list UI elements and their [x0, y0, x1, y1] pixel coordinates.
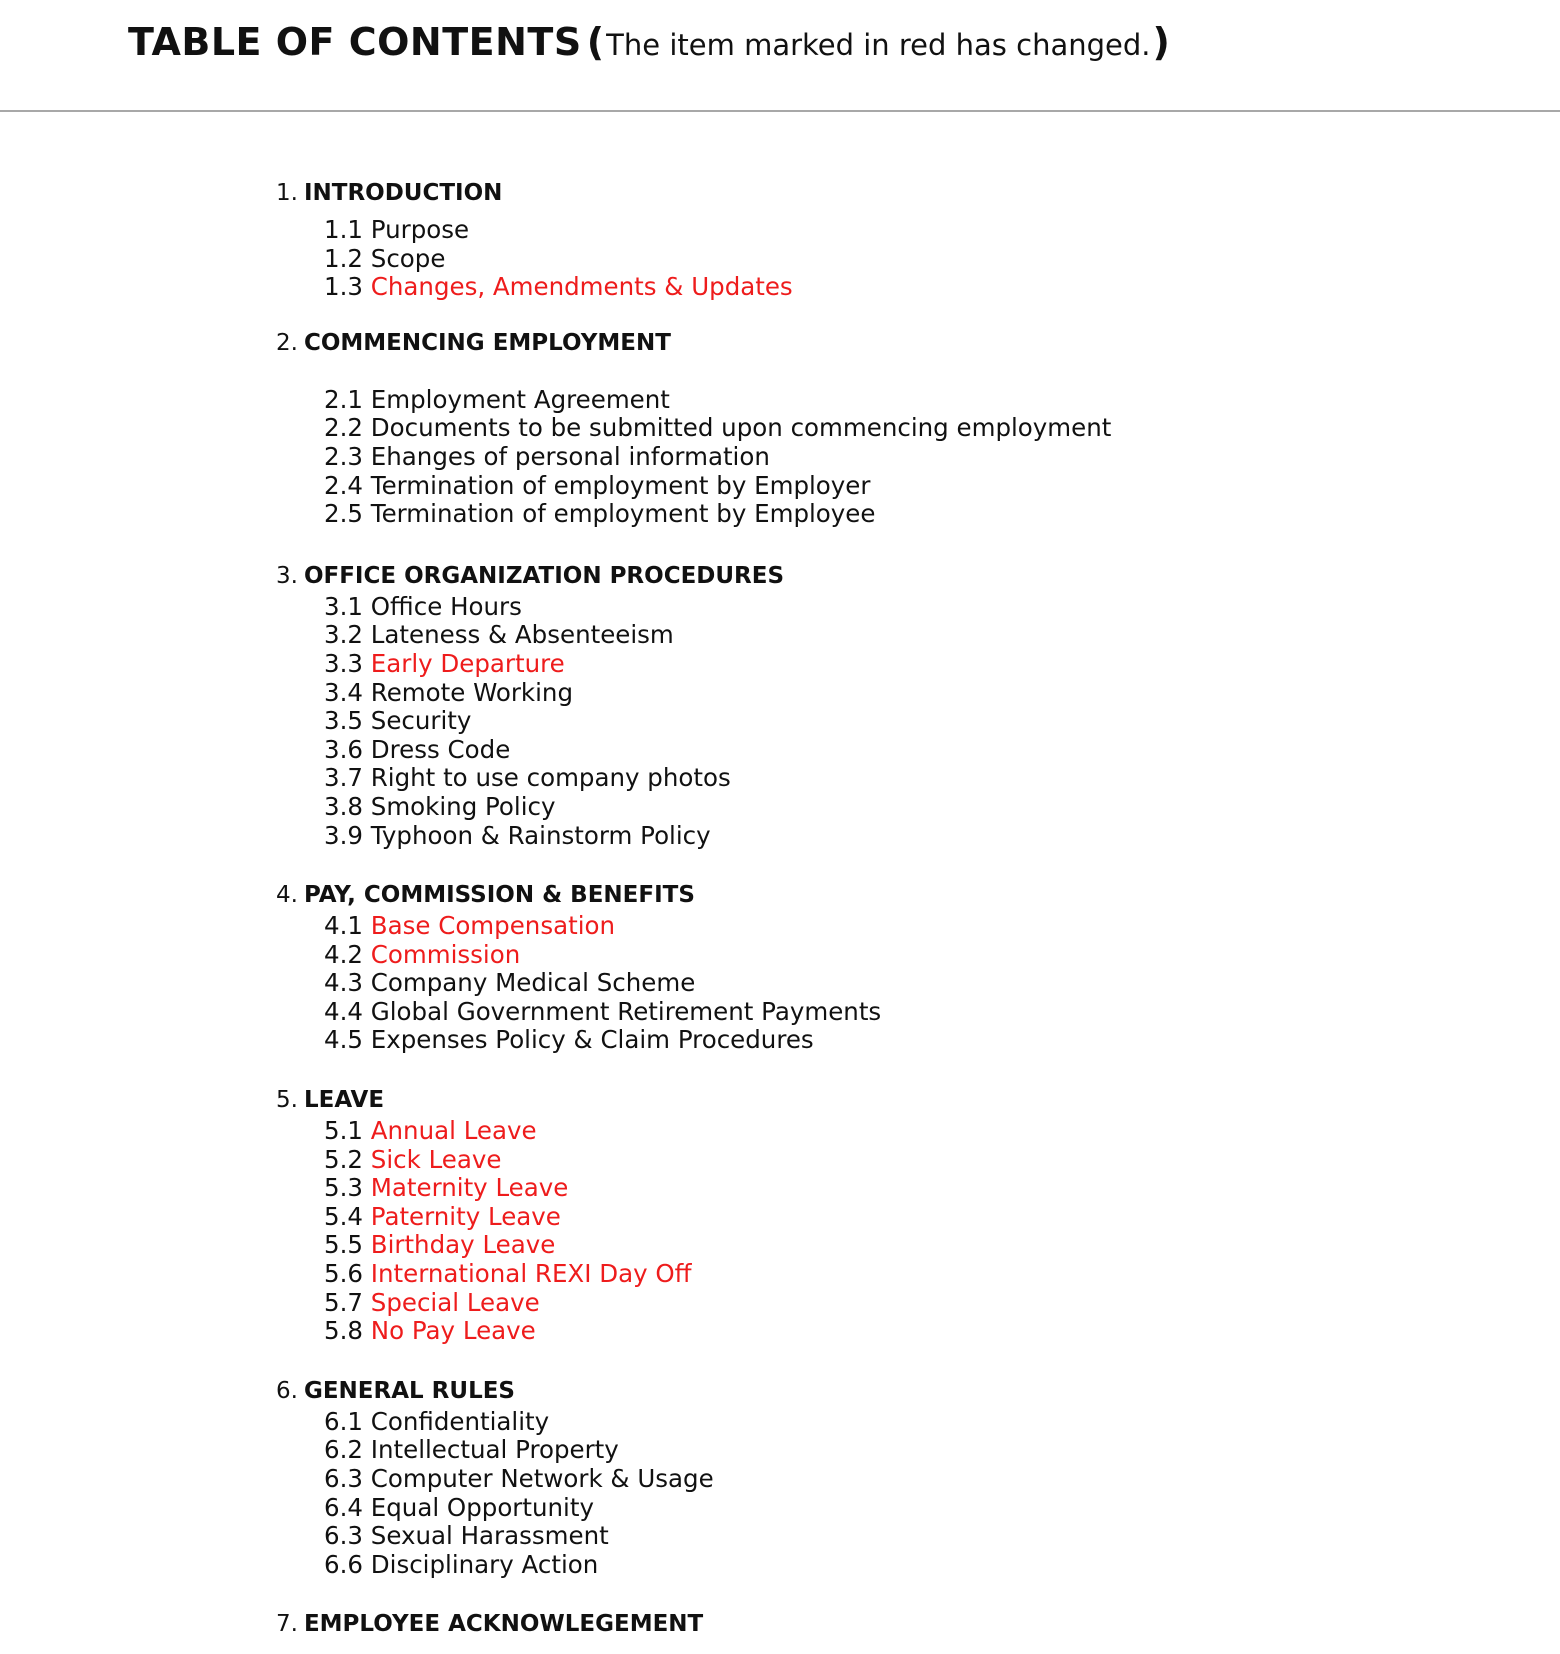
section-title: EMPLOYEE ACKNOWLEGEMENT — [303, 1611, 704, 1638]
note-open-paren: ( — [586, 20, 605, 64]
toc-item[interactable] — [324, 1117, 1476, 1146]
item-label: Sexual Harassment — [370, 1521, 609, 1551]
toc-item[interactable] — [324, 273, 1476, 302]
toc-item[interactable] — [324, 912, 1476, 941]
item-label: Ehanges of personal information — [370, 441, 770, 471]
item-number: 6.6 — [324, 1549, 363, 1579]
toc-item[interactable] — [324, 216, 1476, 245]
toc-heading: TABLE OF CONTENTS — [128, 20, 582, 64]
section-items — [324, 593, 1476, 850]
section-number: 2. — [276, 329, 298, 356]
toc-item[interactable] — [324, 1522, 1476, 1551]
toc-item[interactable] — [324, 386, 1476, 415]
item-label: Confidentiality — [370, 1406, 550, 1436]
item-number: 6.3 — [324, 1521, 363, 1551]
item-number: 3.7 — [324, 763, 363, 793]
toc-item[interactable] — [324, 472, 1476, 501]
item-number: 4.3 — [324, 968, 363, 998]
section-title: PAY, COMMISSION & BENEFITS — [303, 882, 695, 909]
item-number: 5.8 — [324, 1316, 363, 1346]
item-number: 2.4 — [324, 470, 363, 500]
toc-item[interactable] — [324, 941, 1476, 970]
section-number: 1. — [276, 180, 298, 206]
item-number: 6.3 — [324, 1464, 363, 1493]
toc-item[interactable] — [324, 1289, 1476, 1318]
section-heading[interactable] — [276, 1374, 1476, 1408]
item-label-changed: Maternity Leave — [370, 1173, 569, 1203]
item-label: Scope — [370, 243, 446, 273]
note-close-paren: ) — [1152, 20, 1170, 64]
toc-item[interactable] — [324, 1260, 1476, 1289]
item-label: Right to use company photos — [370, 763, 731, 793]
toc-item[interactable] — [324, 822, 1476, 851]
change-note: The item marked in red has changed. — [606, 28, 1151, 62]
toc-section — [276, 326, 1476, 529]
section-heading[interactable] — [276, 878, 1476, 912]
toc-section — [276, 559, 1476, 850]
toc-section — [276, 176, 1476, 302]
section-title: GENERAL RULES — [303, 1377, 515, 1404]
toc-item[interactable] — [324, 245, 1476, 274]
item-number: 3.9 — [324, 820, 363, 850]
item-label: Employment Agreement — [370, 384, 670, 414]
toc-item[interactable] — [324, 650, 1476, 679]
page-title — [128, 14, 1170, 78]
toc-item[interactable] — [324, 1317, 1476, 1346]
item-label: Equal Opportunity — [370, 1492, 594, 1522]
item-label: Smoking Policy — [370, 791, 556, 821]
item-label-changed: Special Leave — [370, 1287, 540, 1317]
section-items — [324, 216, 1476, 302]
item-number: 6.4 — [324, 1492, 363, 1522]
section-heading[interactable] — [276, 1083, 1476, 1117]
section-heading[interactable] — [276, 326, 1476, 360]
item-label: Typhoon & Rainstorm Policy — [370, 820, 711, 850]
item-label: Company Medical Scheme — [370, 968, 696, 998]
item-label-changed: Birthday Leave — [370, 1230, 556, 1260]
item-number: 3.2 — [324, 620, 363, 650]
item-number: 6.1 — [324, 1406, 363, 1436]
section-title: LEAVE — [303, 1087, 385, 1114]
item-number: 1.1 — [324, 215, 363, 244]
section-items — [324, 386, 1476, 529]
item-number: 3.8 — [324, 791, 363, 821]
item-number: 5.7 — [324, 1287, 363, 1317]
toc-item[interactable] — [324, 736, 1476, 765]
toc-item[interactable] — [324, 1146, 1476, 1175]
section-heading[interactable] — [276, 176, 1476, 210]
item-number: 3.5 — [324, 706, 363, 736]
item-label-changed: Annual Leave — [370, 1116, 537, 1146]
toc-item[interactable] — [324, 1231, 1476, 1260]
item-label: Security — [370, 706, 472, 736]
item-label: Global Government Retirement Payments — [370, 996, 882, 1026]
toc-item[interactable] — [324, 443, 1476, 472]
item-number: 4.2 — [324, 939, 363, 969]
toc-item[interactable] — [324, 1465, 1476, 1494]
section-items — [324, 1117, 1476, 1346]
item-number: 2.5 — [324, 499, 363, 529]
item-number: 5.3 — [324, 1173, 363, 1203]
item-label: Disciplinary Action — [370, 1549, 599, 1579]
section-heading[interactable] — [276, 559, 1476, 593]
item-number: 2.1 — [324, 384, 363, 414]
toc-section — [276, 1374, 1476, 1580]
toc-item[interactable] — [324, 593, 1476, 622]
toc-item[interactable] — [324, 707, 1476, 736]
section-number: 5. — [276, 1087, 298, 1114]
item-number: 3.1 — [324, 591, 363, 621]
toc-item[interactable] — [324, 969, 1476, 998]
toc-item[interactable] — [324, 1174, 1476, 1203]
document-header — [0, 0, 1560, 112]
item-label: Intellectual Property — [370, 1435, 619, 1465]
item-label-changed: Changes, Amendments & Updates — [370, 272, 793, 302]
item-label: Office Hours — [370, 591, 522, 621]
item-number: 5.4 — [324, 1201, 363, 1231]
item-label-changed: Paternity Leave — [370, 1201, 561, 1231]
toc-section — [276, 1607, 1476, 1641]
item-label: Dress Code — [370, 734, 511, 764]
item-number: 5.2 — [324, 1144, 363, 1174]
item-number: 4.4 — [324, 996, 363, 1026]
toc-item[interactable] — [324, 998, 1476, 1027]
toc-item[interactable] — [324, 679, 1476, 708]
item-number: 4.5 — [324, 1025, 363, 1055]
section-number: 3. — [276, 562, 298, 589]
toc-section — [276, 1083, 1476, 1346]
toc-item[interactable] — [324, 621, 1476, 650]
item-label: Purpose — [370, 215, 470, 244]
item-number: 6.2 — [324, 1435, 363, 1465]
item-number: 1.2 — [324, 243, 363, 273]
item-label-changed: Base Compensation — [370, 911, 616, 941]
item-label: Remote Working — [370, 677, 574, 707]
item-label-changed: Early Departure — [370, 648, 565, 678]
section-number: 4. — [276, 882, 298, 909]
item-label-changed: Sick Leave — [370, 1144, 502, 1174]
item-number: 3.4 — [324, 677, 363, 707]
item-number: 2.2 — [324, 413, 363, 443]
section-items — [324, 912, 1476, 1055]
item-label-changed: Commission — [370, 939, 521, 969]
section-title: OFFICE ORGANIZATION PROCEDURES — [303, 562, 785, 589]
toc-item[interactable] — [324, 1408, 1476, 1437]
item-label: Expenses Policy & Claim Procedures — [370, 1025, 814, 1055]
toc-section — [276, 878, 1476, 1055]
section-title: COMMENCING EMPLOYMENT — [303, 329, 671, 356]
item-label: Documents to be submitted upon commencing employment — [370, 413, 1112, 443]
item-label: Computer Network & Usage — [370, 1464, 714, 1493]
toc-item[interactable] — [324, 1203, 1476, 1232]
item-label: Termination of employment by Employee — [370, 499, 876, 529]
toc-item[interactable] — [324, 1494, 1476, 1523]
section-title: INTRODUCTION — [303, 180, 503, 206]
item-number: 4.1 — [324, 911, 363, 941]
toc-item[interactable] — [324, 793, 1476, 822]
toc-item[interactable] — [324, 500, 1476, 529]
item-label-changed: No Pay Leave — [370, 1316, 536, 1346]
toc-item[interactable] — [324, 1436, 1476, 1465]
section-items — [324, 1408, 1476, 1580]
item-label: Lateness & Absenteeism — [370, 620, 674, 650]
item-number: 5.6 — [324, 1259, 363, 1289]
item-number: 3.3 — [324, 648, 363, 678]
item-number: 5.5 — [324, 1230, 363, 1260]
toc-item[interactable] — [324, 1551, 1476, 1580]
item-number: 5.1 — [324, 1116, 363, 1146]
section-number: 6. — [276, 1377, 298, 1404]
item-number: 3.6 — [324, 734, 363, 764]
table-of-contents — [276, 176, 1476, 1641]
toc-item[interactable] — [324, 414, 1476, 443]
item-number: 2.3 — [324, 441, 363, 471]
item-label-changed: International REXI Day Off — [370, 1259, 692, 1289]
section-number: 7. — [276, 1611, 298, 1638]
toc-item[interactable] — [324, 1026, 1476, 1055]
section-heading[interactable] — [276, 1607, 1476, 1641]
item-label: Termination of employment by Employer — [370, 470, 871, 500]
toc-item[interactable] — [324, 764, 1476, 793]
item-number: 1.3 — [324, 272, 363, 302]
